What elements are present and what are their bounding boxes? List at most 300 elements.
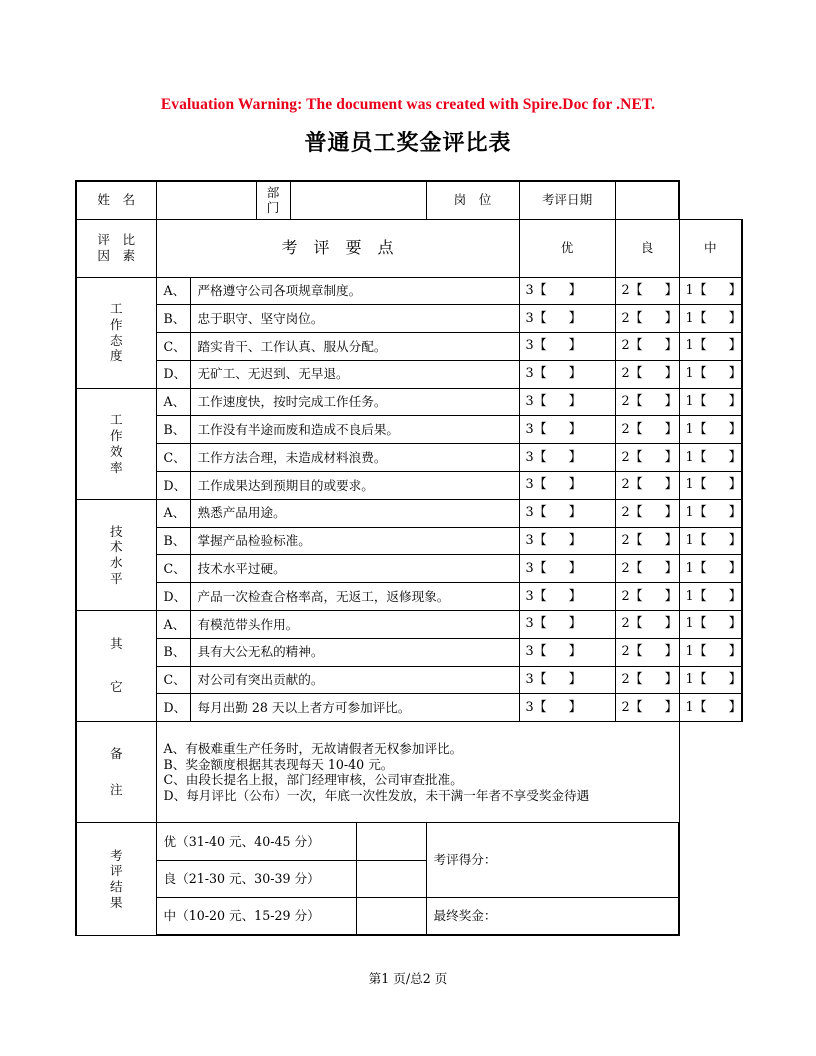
score-value: 3 [525,310,534,326]
score-value: 3 [525,588,534,604]
bonus-label-cell[interactable]: 最终奖金： [426,898,679,936]
name-value[interactable] [156,181,256,219]
bracket-open: 【 [533,671,547,687]
score-value: 2 [621,421,630,437]
bracket-open: 【 [629,699,643,715]
item-text: 严格遵守公司各项规章制度。 [190,277,519,305]
name-label: 姓 名 [76,181,156,219]
bracket-close: 】 [728,560,742,576]
page-title: 普通员工奖金评比表 [304,130,512,156]
score-value: 3 [525,282,534,298]
bracket-close: 】 [664,338,678,354]
score-value: 2 [621,338,630,354]
date-label: 考评日期 [519,181,615,219]
item-letter: A、 [156,277,190,305]
section-label-char: 作 [109,428,123,444]
section-label [76,277,156,388]
score-fair-cell[interactable] [679,527,742,555]
score-value: 1 [685,449,694,465]
score-good-cell[interactable] [615,472,679,500]
bracket-close: 】 [664,560,678,576]
bracket-open: 【 [693,421,707,437]
score-value: 3 [525,477,534,493]
bracket-open: 【 [629,421,643,437]
bracket-close: 】 [664,310,678,326]
grade-good-header: 良 [615,219,679,277]
bracket-open: 【 [629,532,643,548]
section-label-char: 技 [109,523,123,539]
bracket-close: 】 [568,449,582,465]
results-label-char: 评 [109,863,123,879]
remarks-line: D、每月评比（公布）一次，年底一次性发放，未干满一年者不享受奖金待遇 [163,787,590,803]
section-label-char: 术 [109,539,123,555]
score-value: 1 [685,588,694,604]
score-good-cell[interactable] [615,388,679,416]
bracket-close: 】 [664,282,678,298]
bracket-open: 【 [693,477,707,493]
bracket-close: 】 [664,588,678,604]
bracket-close: 】 [568,421,582,437]
points-header: 考 评 要 点 [156,219,519,277]
score-good-cell[interactable] [615,444,679,472]
bracket-open: 【 [629,644,643,660]
score-value: 2 [621,393,630,409]
table-header-row [76,219,742,277]
bracket-close: 】 [664,644,678,660]
bracket-open: 【 [629,505,643,521]
bracket-close: 】 [664,449,678,465]
section-label-char: 其 [109,636,123,652]
bracket-open: 【 [533,477,547,493]
bracket-close: 】 [728,477,742,493]
item-letter: A、 [156,388,190,416]
score-value: 1 [685,477,694,493]
section-label-char: 效 [109,443,123,459]
bracket-open: 【 [693,699,707,715]
section-label-char: 它 [109,679,123,695]
item-text: 熟悉产品用途。 [190,499,519,527]
bracket-open: 【 [693,560,707,576]
bracket-open: 【 [629,282,643,298]
score-excellent-cell[interactable] [519,583,615,611]
bracket-close: 】 [664,505,678,521]
score-value: 3 [525,421,534,437]
bracket-open: 【 [693,282,707,298]
score-good-cell[interactable] [615,666,679,694]
bracket-close: 】 [728,671,742,687]
score-value: 1 [685,393,694,409]
score-fair-cell[interactable] [679,305,742,333]
bracket-close: 】 [664,671,678,687]
bracket-close: 】 [728,588,742,604]
score-good-cell[interactable] [615,305,679,333]
item-letter: D、 [156,583,190,611]
score-value: 3 [525,644,534,660]
bracket-close: 】 [568,338,582,354]
score-fair-cell[interactable] [679,360,742,388]
section-label-char: 水 [109,554,123,570]
bracket-close: 】 [728,532,742,548]
score-excellent-cell[interactable] [519,694,615,722]
bracket-open: 【 [693,588,707,604]
factor-header [76,219,156,277]
bracket-close: 】 [568,588,582,604]
bracket-open: 【 [693,338,707,354]
bracket-open: 【 [533,282,547,298]
score-excellent-cell[interactable] [519,416,615,444]
score-value: 2 [621,282,630,298]
remarks-label-char: 注 [109,782,123,798]
bracket-open: 【 [533,449,547,465]
bracket-open: 【 [693,671,707,687]
score-excellent-cell[interactable] [519,333,615,361]
score-value: 1 [685,505,694,521]
bracket-close: 】 [664,616,678,632]
item-text: 踏实肯干、工作认真、服从分配。 [190,333,519,361]
item-text: 工作方法合理，未造成材料浪费。 [190,444,519,472]
bracket-open: 【 [693,310,707,326]
bracket-open: 【 [533,421,547,437]
score-good-cell[interactable] [615,499,679,527]
bracket-open: 【 [533,366,547,382]
info-row [76,181,742,219]
bracket-open: 【 [533,310,547,326]
bracket-close: 】 [664,699,678,715]
section-label-char: 工 [109,301,123,317]
score-value: 2 [621,671,630,687]
bracket-close: 】 [728,449,742,465]
results-label [76,823,156,936]
score-good-cell[interactable] [615,555,679,583]
score-value: 1 [685,560,694,576]
score-good-cell[interactable] [615,694,679,722]
bracket-close: 】 [568,282,582,298]
item-text: 技术水平过硬。 [190,555,519,583]
grade-excellent-header: 优 [519,219,615,277]
score-fair-cell[interactable] [679,416,742,444]
score-fair-cell[interactable] [679,666,742,694]
bracket-open: 【 [629,671,643,687]
score-good-cell[interactable] [615,583,679,611]
bracket-open: 【 [629,560,643,576]
bracket-open: 【 [629,338,643,354]
result-row [76,823,742,861]
bracket-close: 】 [728,366,742,382]
score-value: 2 [621,505,630,521]
score-value: 1 [685,282,694,298]
bracket-open: 【 [629,449,643,465]
bracket-close: 】 [728,505,742,521]
score-fair-cell[interactable] [679,388,742,416]
table-row [76,694,742,722]
bracket-close: 】 [568,310,582,326]
result-grade-fair: 中（10-20 元、15-29 分） [156,898,356,936]
results-label-char: 结 [109,879,123,894]
score-value: 3 [525,699,534,715]
bracket-open: 【 [629,366,643,382]
bracket-close: 】 [568,560,582,576]
score-fair-cell[interactable] [679,444,742,472]
score-fair-cell[interactable] [679,333,742,361]
score-fair-cell[interactable] [679,499,742,527]
item-letter: D、 [156,360,190,388]
page-footer: 第1 页/总2 页 [368,971,448,986]
table-row [76,444,742,472]
bracket-close: 】 [728,616,742,632]
table-row [76,360,742,388]
bracket-open: 【 [693,616,707,632]
section-label-char: 度 [109,348,123,364]
score-excellent-cell[interactable] [519,499,615,527]
score-excellent-cell[interactable] [519,611,615,639]
remarks-line: B、奖金额度根据其表现每天 10-40 元。 [163,756,394,772]
bracket-close: 】 [568,532,582,548]
bracket-open: 【 [533,560,547,576]
result-value-good[interactable] [356,860,426,898]
score-value: 1 [685,421,694,437]
bracket-open: 【 [533,588,547,604]
score-value: 2 [621,644,630,660]
bracket-open: 【 [693,644,707,660]
bracket-close: 】 [568,477,582,493]
item-letter: C、 [156,444,190,472]
factor-header-line1: 评 比 [97,232,136,248]
score-good-cell[interactable] [615,527,679,555]
table-row [76,583,742,611]
score-fair-cell[interactable] [679,611,742,639]
item-text: 工作成果达到预期目的或要求。 [190,472,519,500]
bracket-close: 】 [568,644,582,660]
score-fair-cell[interactable] [679,638,742,666]
score-excellent-cell[interactable] [519,305,615,333]
result-row [76,898,742,936]
item-text: 产品一次检查合格率高，无返工，返修现象。 [190,583,519,611]
score-value: 1 [685,616,694,632]
score-excellent-cell[interactable] [519,666,615,694]
evaluation-warning: Evaluation Warning: The document was created with Spire.Doc for .NET. [160,96,656,113]
remarks-label-char: 备 [109,745,123,761]
bracket-open: 【 [693,505,707,521]
score-value: 1 [685,310,694,326]
result-value-excellent[interactable] [356,823,426,861]
table-row [76,611,742,639]
section-label [76,611,156,722]
table-row [76,472,742,500]
score-value: 3 [525,338,534,354]
table-row [76,666,742,694]
bracket-open: 【 [629,477,643,493]
bracket-close: 】 [728,338,742,354]
score-value: 2 [621,616,630,632]
bracket-open: 【 [533,616,547,632]
factor-header-line2: 因 素 [97,248,136,263]
item-letter: C、 [156,555,190,583]
result-grade-excellent: 优（31-40 元、40-45 分） [156,823,356,861]
score-fair-cell[interactable] [679,694,742,722]
score-fair-cell[interactable] [679,583,742,611]
bracket-close: 】 [664,477,678,493]
score-value: 1 [685,644,694,660]
item-text: 掌握产品检验标准。 [190,527,519,555]
score-value: 3 [525,560,534,576]
item-letter: D、 [156,472,190,500]
score-value: 3 [525,616,534,632]
bracket-close: 】 [728,282,742,298]
score-value: 2 [621,699,630,715]
score-value: 2 [621,532,630,548]
item-text: 工作没有半途而废和造成不良后果。 [190,416,519,444]
table-row [76,555,742,583]
item-letter: B、 [156,305,190,333]
item-text: 具有大公无私的精神。 [190,638,519,666]
table-row [76,333,742,361]
bracket-open: 【 [629,393,643,409]
item-text: 工作速度快，按时完成工作任务。 [190,388,519,416]
post-label: 岗 位 [426,181,519,219]
date-value[interactable] [615,181,679,219]
score-value: 3 [525,393,534,409]
table-row [76,277,742,305]
section-label-char: 作 [109,316,123,332]
score-value: 1 [685,338,694,354]
score-value: 3 [525,366,534,382]
section-label-char: 率 [109,459,123,475]
item-letter: A、 [156,499,190,527]
bracket-close: 】 [664,532,678,548]
table-row [76,499,742,527]
score-value: 2 [621,588,630,604]
score-excellent-cell[interactable] [519,527,615,555]
score-excellent-cell[interactable] [519,388,615,416]
section-label [76,388,156,499]
bracket-open: 【 [693,532,707,548]
remarks-row [76,722,742,823]
bracket-close: 】 [728,644,742,660]
grade-fair-header: 中 [679,219,742,277]
bracket-close: 】 [664,393,678,409]
score-value: 2 [621,310,630,326]
remarks-line: C、由段长提名上报，部门经理审核，公司审查批准。 [163,772,463,788]
bracket-open: 【 [693,449,707,465]
dept-label: 部 门 [256,181,290,219]
bracket-close: 】 [728,421,742,437]
item-text: 忠于职守、坚守岗位。 [190,305,519,333]
item-text: 有模范带头作用。 [190,611,519,639]
result-grade-good: 良（21-30 元、30-39 分） [156,860,356,898]
score-fair-cell[interactable] [679,472,742,500]
bracket-open: 【 [629,616,643,632]
bracket-open: 【 [533,699,547,715]
score-excellent-cell[interactable] [519,555,615,583]
item-letter: C、 [156,666,190,694]
score-excellent-cell[interactable] [519,360,615,388]
bracket-open: 【 [533,338,547,354]
item-letter: B、 [156,638,190,666]
bracket-close: 】 [568,505,582,521]
score-good-cell[interactable] [615,638,679,666]
score-excellent-cell[interactable] [519,277,615,305]
score-value: 1 [685,532,694,548]
score-value: 2 [621,560,630,576]
bracket-open: 【 [693,393,707,409]
item-letter: B、 [156,416,190,444]
score-excellent-cell[interactable] [519,638,615,666]
bracket-open: 【 [533,532,547,548]
score-value: 1 [685,671,694,687]
bracket-close: 】 [568,366,582,382]
bracket-close: 】 [568,671,582,687]
dept-value[interactable] [290,181,426,219]
item-letter: C、 [156,333,190,361]
bracket-open: 【 [629,310,643,326]
bracket-open: 【 [533,393,547,409]
remarks-line: A、有极难重生产任务时，无故请假者无权参加评比。 [163,740,463,756]
score-good-cell[interactable] [615,611,679,639]
score-value: 2 [621,449,630,465]
bracket-open: 【 [693,366,707,382]
score-value: 1 [685,366,694,382]
bracket-close: 】 [568,699,582,715]
score-value: 3 [525,449,534,465]
bracket-close: 】 [728,699,742,715]
score-good-cell[interactable] [615,416,679,444]
score-value: 2 [621,366,630,382]
bracket-open: 【 [533,505,547,521]
score-value: 3 [525,532,534,548]
score-label-cell[interactable]: 考评得分： [426,823,679,898]
results-label-char: 果 [109,894,123,910]
section-label-char: 工 [109,412,123,428]
bracket-close: 】 [568,393,582,409]
bracket-close: 】 [728,310,742,326]
remarks-content [156,722,679,823]
score-value: 1 [685,699,694,715]
score-good-cell[interactable] [615,360,679,388]
bracket-open: 【 [629,588,643,604]
score-good-cell[interactable] [615,333,679,361]
score-value: 3 [525,505,534,521]
bracket-close: 】 [664,366,678,382]
table-row [76,527,742,555]
result-value-fair[interactable] [356,898,426,936]
bracket-close: 】 [728,393,742,409]
score-value: 3 [525,671,534,687]
score-fair-cell[interactable] [679,277,742,305]
bracket-close: 】 [568,616,582,632]
item-letter: D、 [156,694,190,722]
results-label-char: 考 [109,847,123,863]
item-letter: B、 [156,527,190,555]
item-text: 对公司有突出贡献的。 [190,666,519,694]
score-excellent-cell[interactable] [519,472,615,500]
table-row [76,305,742,333]
remarks-label [76,722,156,823]
bracket-close: 】 [664,421,678,437]
score-excellent-cell[interactable] [519,444,615,472]
section-label [76,499,156,610]
table-row [76,638,742,666]
item-letter: A、 [156,611,190,639]
item-text: 每月出勤 28 天以上者方可参加评比。 [190,694,519,722]
score-good-cell[interactable] [615,277,679,305]
score-value: 2 [621,477,630,493]
score-fair-cell[interactable] [679,555,742,583]
item-text: 无矿工、无迟到、无早退。 [190,360,519,388]
evaluation-table [75,180,743,936]
section-label-char: 平 [109,570,123,586]
table-row [76,388,742,416]
table-row [76,416,742,444]
